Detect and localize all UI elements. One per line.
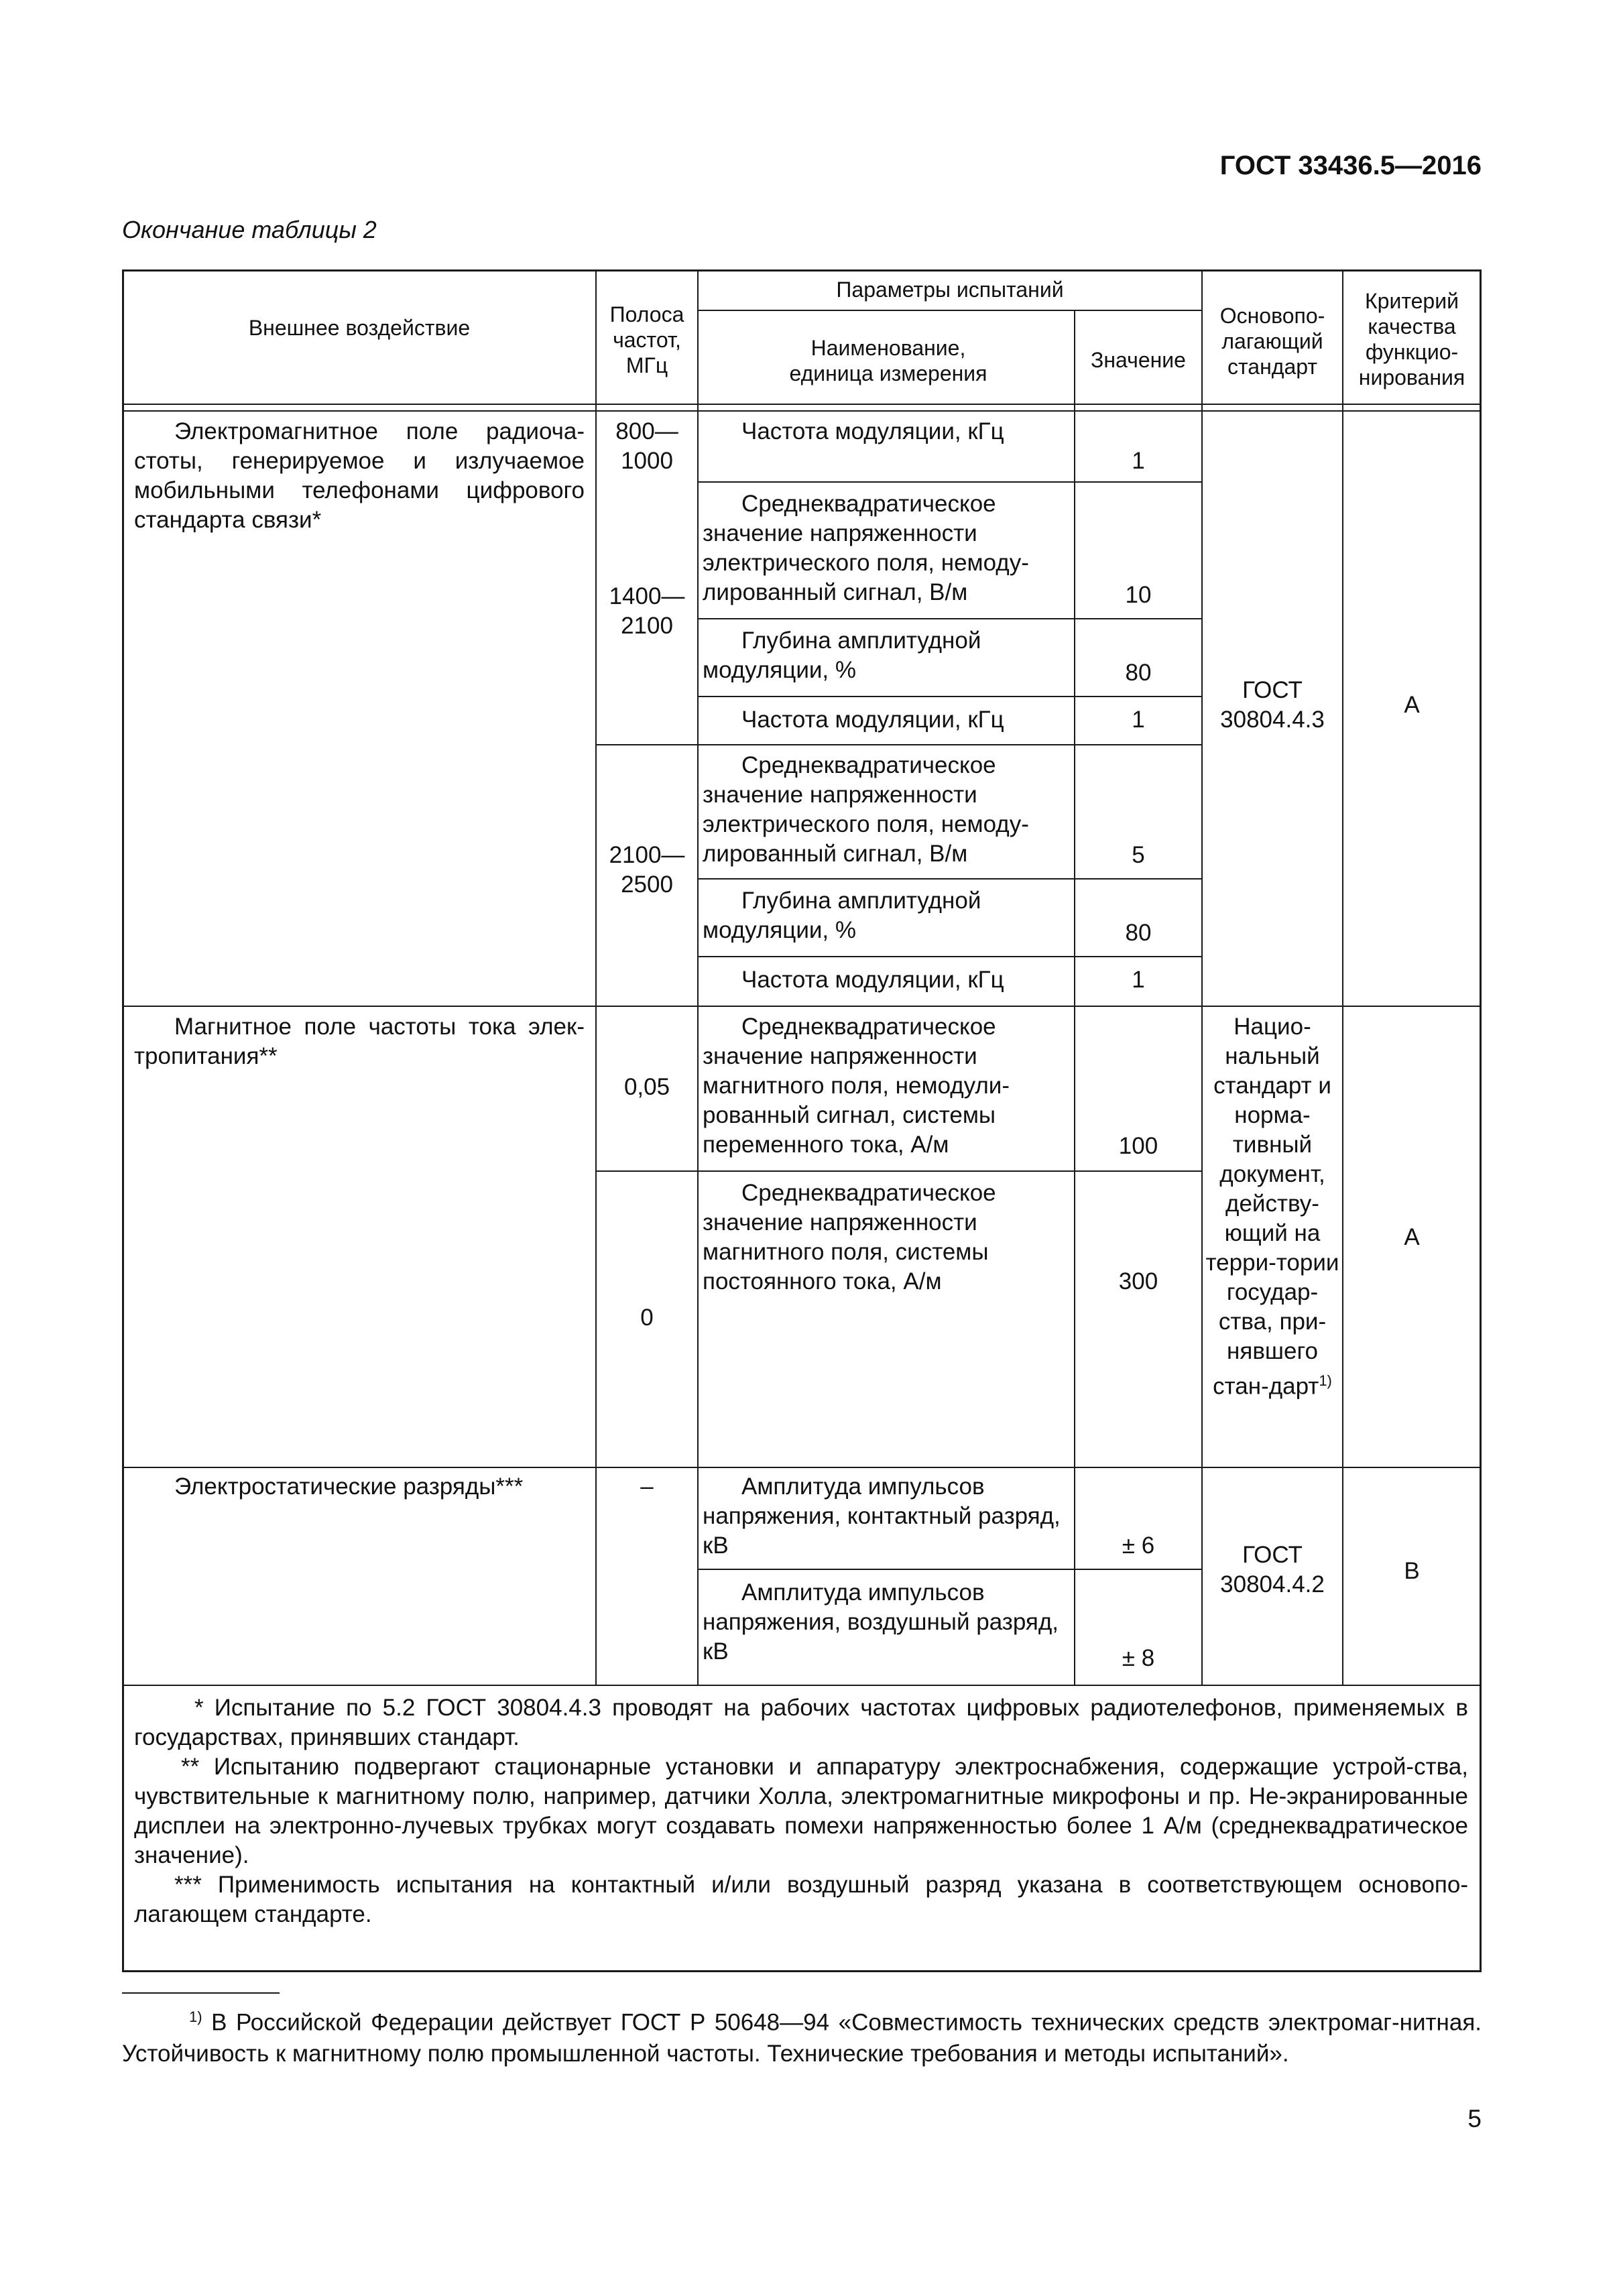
- table-continuation-caption: Окончание таблицы 2: [122, 216, 377, 243]
- header-params: Параметры испытаний: [836, 278, 1064, 302]
- base-standard: ГОСТ 30804.4.3: [1220, 677, 1325, 733]
- header-external: Внешнее воздействие: [248, 316, 471, 340]
- quality-criterion: А: [1404, 692, 1420, 718]
- param-name: Глубина амплитудной модуляции, %: [703, 627, 981, 683]
- param-name: Среднеквадратическое значение напряженности электрического поля, немоду-лированный сигнал, В/м: [703, 491, 1029, 605]
- frequency-band: 1400— 2100: [609, 583, 685, 639]
- param-value: 10: [1125, 582, 1152, 608]
- param-value: 1: [1132, 448, 1145, 474]
- table-note: * Испытание по 5.2 ГОСТ 30804.4.3 проводят на рабочих частотах цифровых радиотелефонов, применяемых в государствах, принявших стандарт.: [134, 1695, 1468, 1750]
- param-name: Частота модуляции, кГц: [741, 967, 1004, 993]
- header-band: Полоса частот, МГц: [609, 302, 684, 377]
- frequency-band: –: [640, 1473, 654, 1500]
- header-criterion: Критерий качества функцио-нирования: [1358, 289, 1465, 389]
- param-name: Амплитуда импульсов напряжения, воздушный разряд, кВ: [703, 1579, 1059, 1665]
- param-value: ± 6: [1122, 1532, 1155, 1559]
- param-name: Среднеквадратическое значение напряженности электрического поля, немоду-лированный сигнал, В/м: [703, 752, 1029, 867]
- param-value: ± 8: [1122, 1645, 1155, 1671]
- footnote-divider: [122, 1992, 280, 1994]
- param-name: Частота модуляции, кГц: [741, 707, 1004, 733]
- base-standard: ГОСТ 30804.4.2: [1220, 1542, 1325, 1597]
- base-standard: Нацио-нальный стандарт и норма-тивный документ, действу-ющий на терри-тории государ-ства, при-нявшего стан-дарт$^{1)}$: [1205, 1014, 1339, 1400]
- document-code: ГОСТ 33436.5—2016: [1219, 151, 1482, 180]
- frequency-band: 2100— 2500: [609, 842, 685, 898]
- param-name: Глубина амплитудной модуляции, %: [703, 888, 981, 943]
- footnote: $^{1)}$ В Российской Федерации действует ГОСТ Р 50648—94 «Совместимость технических средств электромаг-нитная. Устойчивость к магнитному полю промышленной частоты. Технические требования и методы испытаний».: [122, 2008, 1482, 2067]
- param-name: Среднеквадратическое значение напряженности магнитного поля, немодули-рованный сигнал, системы переменного тока, А/м: [703, 1014, 1010, 1158]
- param-name: Амплитуда импульсов напряжения, контактный разряд, кВ: [703, 1473, 1061, 1559]
- param-value: 100: [1118, 1133, 1158, 1159]
- quality-criterion: В: [1404, 1558, 1420, 1584]
- table-note: *** Применимость испытания на контактный и/или воздушный разряд указана в соответствующем основопо-лагающем стандарте.: [134, 1872, 1468, 1927]
- external-impact: Электромагнитное поле радиоча-стоты, генерируемое и излучаемое мобильными телефонами цифрового стандарта связи*: [134, 418, 585, 533]
- param-value: 1: [1132, 967, 1145, 993]
- frequency-band: 800— 1000: [615, 418, 678, 474]
- external-impact: Магнитное поле частоты тока элек-тропитания**: [134, 1014, 585, 1069]
- header-param-name: Наименование, единица измерения: [789, 336, 987, 385]
- param-value: 1: [1132, 707, 1145, 733]
- frequency-band: 0,05: [623, 1074, 670, 1100]
- quality-criterion: А: [1404, 1224, 1420, 1250]
- param-value: 80: [1125, 660, 1152, 686]
- header-param-value: Значение: [1091, 348, 1186, 372]
- param-value: 80: [1125, 920, 1152, 946]
- param-name: Частота модуляции, кГц: [741, 418, 1004, 444]
- external-impact: Электростатические разряды***: [174, 1473, 524, 1500]
- frequency-band: 0: [640, 1305, 654, 1331]
- page-number: 5: [1467, 2105, 1482, 2132]
- header-base-standard: Основопо-лагающий стандарт: [1219, 304, 1325, 379]
- param-value: 300: [1118, 1268, 1158, 1294]
- table-note: ** Испытанию подвергают стационарные установки и аппаратуру электроснабжения, содержащие устрой-ства, чувствительные к магнитному полю, например, датчики Холла, электромагнитные микрофоны и пр. Не-экранированные дисплеи на электронно-лучевых трубках могут создавать помехи напряженностью более 1 А/м (среднеквадратическое значение).: [134, 1754, 1468, 1868]
- param-value: 5: [1132, 842, 1145, 868]
- param-name: Среднеквадратическое значение напряженности магнитного поля, системы постоянного тока, А/м: [703, 1180, 996, 1294]
